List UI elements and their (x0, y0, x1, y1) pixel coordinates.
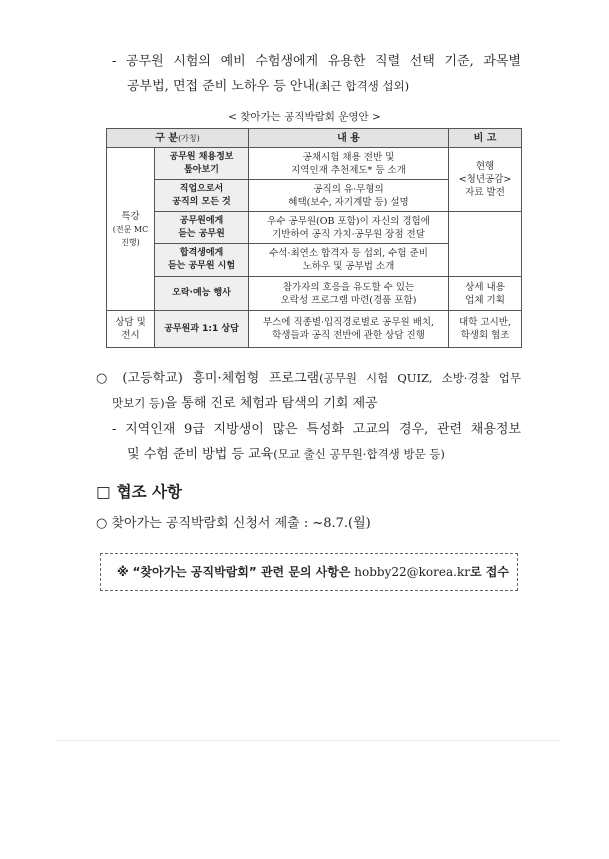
intro-bullet-line2 (127, 77, 409, 96)
program-content-cell: 참가자의 호응을 유도할 수 있는 오락성 프로그램 마련(경품 포함) (249, 277, 449, 311)
notice-box (100, 553, 518, 591)
section-title: 협조 사항 (116, 483, 182, 501)
cooperation-item-text: 찾아가는 공직박람회 신청서 제출 : ~8.7.(월) (111, 516, 371, 531)
program-bullet-note: (공무원 시험 QUIZ, 소방·경찰 업무 (319, 371, 522, 385)
program-content-cell: 부스에 직종별·입직경로별로 공무원 배치, 학생들과 공직 전반에 관한 상담 진행 (249, 311, 449, 348)
square-marker: □ (96, 483, 111, 501)
table-row (107, 277, 522, 311)
program-name-cell: 공무원과 1:1 상담 (155, 311, 249, 348)
program-name-cell: 오락·예능 행사 (155, 277, 249, 311)
contact-email: hobby22@korea.kr (354, 565, 470, 579)
section-heading (96, 481, 182, 503)
header-remarks: 비 고 (449, 129, 522, 148)
circle-marker: ○ (96, 371, 113, 386)
program-name-cell: 공무원 채용정보 톺아보기 (155, 148, 249, 180)
dash-marker: - (112, 54, 117, 69)
program-content-cell: 공채시험 채용 전반 및 지역인재 추천제도* 등 소개 (249, 148, 449, 180)
program-bullet-line2 (112, 394, 378, 413)
table-row (107, 212, 522, 244)
program-content-cell: 수석·최연소 합격자 등 섭외, 수험 준비 노하우 및 공부법 소개 (249, 244, 449, 277)
intro-bullet-text: 공무원 시험의 예비 수험생에게 유용한 직렬 선택 기준, 과목별 (126, 54, 521, 69)
lecture-group-note: (전문 MC (112, 224, 149, 234)
lecture-group-cell (107, 148, 155, 311)
header-category-note: (가칭) (178, 133, 200, 143)
regional-bullet-line1 (112, 421, 521, 439)
circle-marker: ○ (96, 516, 108, 531)
table-row (107, 311, 522, 348)
intro-bullet-note: (최근 합격생 섭외) (315, 79, 410, 93)
program-name-cell: 합격생에게 듣는 공무원 시험 (155, 244, 249, 277)
cooperation-item (96, 515, 371, 533)
operation-plan-table (106, 128, 522, 348)
remarks-cell-empty (449, 212, 522, 277)
notice-text (117, 564, 509, 580)
remarks-cell: 상세 내용 업체 기획 (449, 277, 522, 311)
program-content-cell: 공직의 유·무형의 혜택(보수, 자기계발 등) 설명 (249, 180, 449, 212)
regional-bullet-note: (모교 출신 공무원·합격생 방문 등) (273, 447, 445, 461)
regional-bullet-text-cont: 및 수험 준비 방법 등 교육 (127, 447, 274, 462)
regional-bullet-line2 (127, 445, 445, 464)
table-header-row (107, 129, 522, 148)
scan-artifact-line (55, 740, 560, 741)
table-row (107, 148, 522, 180)
intro-bullet-text-cont: 공부법, 면접 준비 노하우 등 안내 (127, 79, 316, 94)
table-caption: < 찾아가는 공직박람회 운영안 > (228, 111, 381, 123)
intro-bullet-line1 (112, 53, 521, 71)
program-name-cell: 직업으로서 공직의 모든 것 (155, 180, 249, 212)
notice-lead: “찾아가는 공직박람회” 관련 문의 사항은 (132, 565, 351, 579)
reference-mark: ※ (117, 565, 129, 579)
program-bullet-text: (고등학교) 흥미·체험형 프로그램 (122, 371, 320, 386)
program-name-cell: 공무원에게 듣는 공무원 (155, 212, 249, 244)
header-content: 내 용 (249, 129, 449, 148)
program-bullet-line1 (96, 369, 521, 388)
lecture-group-note: 진행) (121, 237, 140, 247)
remarks-cell: 현행 <청년공감> 자료 발전 (449, 148, 522, 212)
regional-bullet-text: 지역인재 9급 지방생이 많은 특성화 고교의 경우, 관련 채용정보 (125, 422, 521, 437)
header-category: 구 분(가칭) (107, 129, 249, 148)
program-content-cell: 우수 공무원(OB 포함)이 자신의 경험에 기반하여 공직 가치·공무원 장점 전달 (249, 212, 449, 244)
consult-group-cell: 상담 및 전시 (107, 311, 155, 348)
dash-marker: - (112, 422, 117, 437)
program-bullet-note-cont: 맛보기 등) (112, 396, 165, 410)
notice-tail: 로 접수 (469, 565, 509, 579)
lecture-group-label: 특강 (121, 210, 140, 222)
remarks-cell: 대학 고시반, 학생회 협조 (449, 311, 522, 348)
program-bullet-text-cont: 을 통해 진로 체험과 탐색의 기회 제공 (164, 396, 378, 411)
